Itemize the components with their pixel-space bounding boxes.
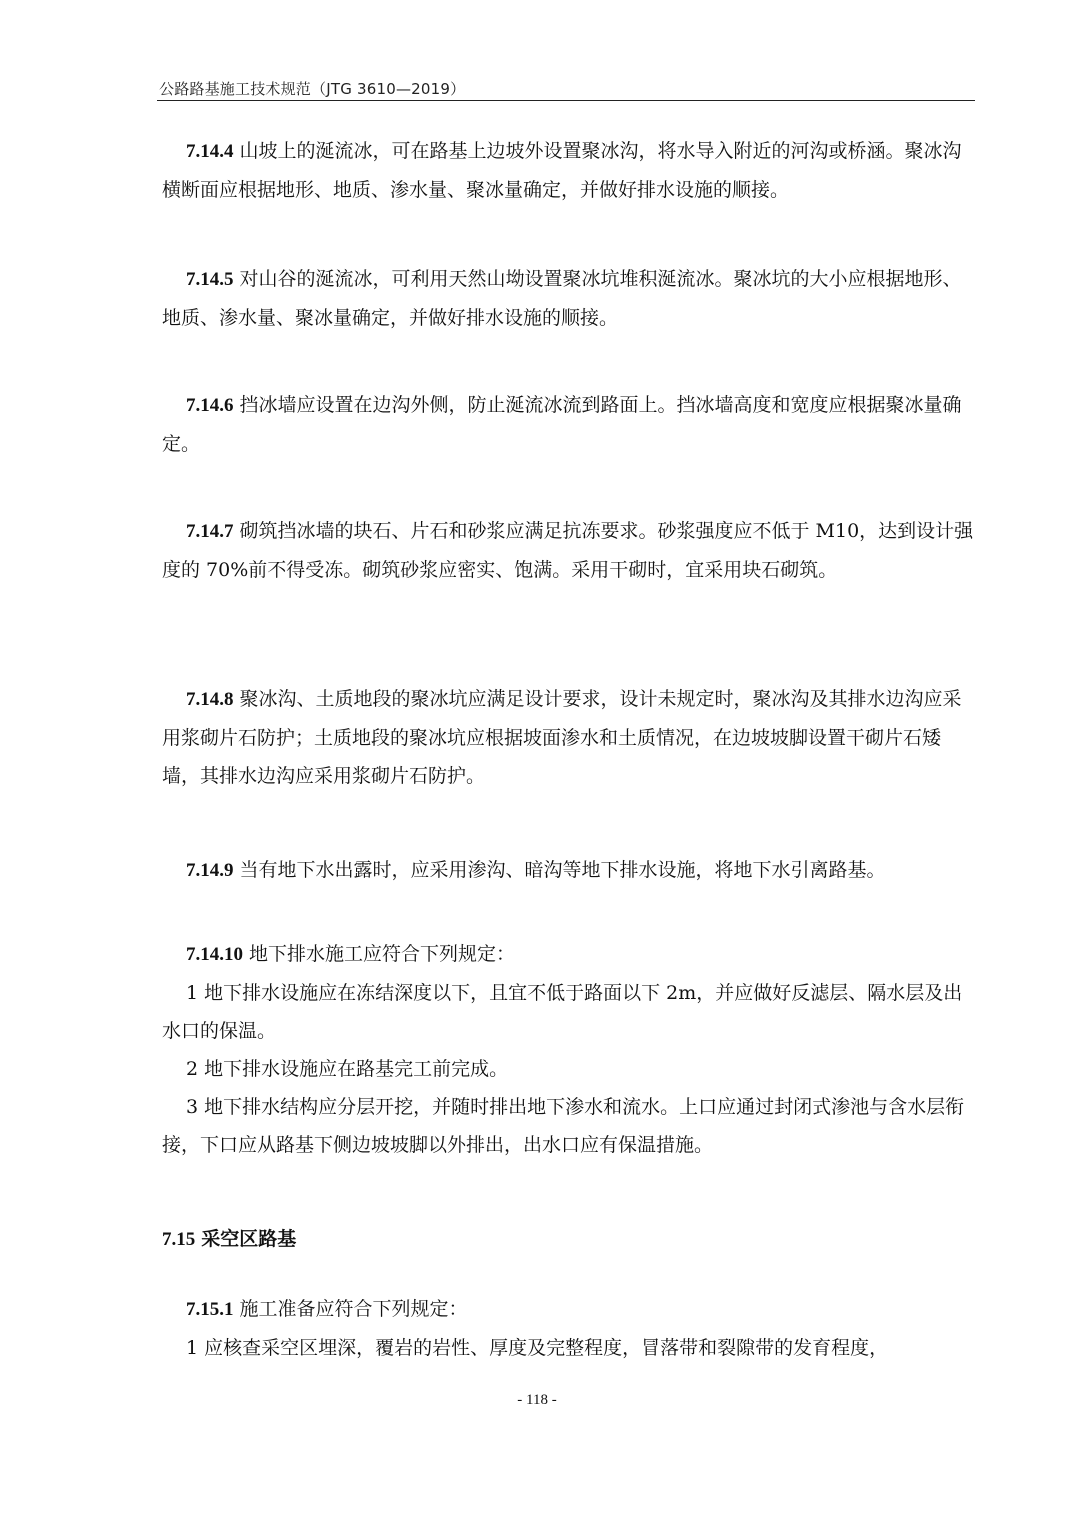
running-header: 公路路基施工技术规范（JTG 3610—2019） [159, 80, 466, 98]
clause-7-14-8 [162, 680, 974, 795]
clause-number: 7.14.5 [186, 269, 234, 290]
clause-text: 对山谷的涎流冰，可利用天然山坳设置聚冰坑堆积涎流冰。聚冰坑的大小应根据地形、地质、渗水量、聚冰量确定，并做好排水设施的顺接。 [162, 268, 962, 329]
section-title: 采空区路基 [201, 1228, 297, 1250]
clause-number: 7.14.8 [186, 689, 234, 710]
clause-7-14-10 [162, 935, 974, 1164]
clause-text: 地下排水施工应符合下列规定： [249, 943, 516, 965]
clause-text: 砌筑挡冰墙的块石、片石和砂浆应满足抗冻要求。砂浆强度应不低于 M10，达到设计强度的 70%前不得受冻。砌筑砂浆应密实、饱满。采用干砌时，宜采用块石砌筑。 [162, 520, 974, 581]
list-item: 2 地下排水设施应在路基完工前完成。 [186, 1058, 509, 1080]
section-heading [162, 1224, 296, 1251]
list-item: 1 地下排水设施应在冻结深度以下，且宜不低于路面以下 2m，并应做好反滤层、隔水层及出水口的保温。 [162, 982, 963, 1042]
clause-text: 挡冰墙应设置在边沟外侧，防止涎流冰流到路面上。挡冰墙高度和宽度应根据聚冰量确定。 [162, 394, 962, 455]
clause-number: 7.14.10 [186, 944, 243, 965]
clause-7-14-9 [162, 851, 974, 890]
clause-7-14-6 [162, 386, 974, 463]
header-rule [157, 100, 975, 101]
section-number: 7.15 [162, 1229, 196, 1250]
clause-text: 山坡上的涎流冰，可在路基上边坡外设置聚冰沟，将水导入附近的河沟或桥涵。聚冰沟横断面应根据地形、地质、渗水量、聚冰量确定，并做好排水设施的顺接。 [162, 140, 962, 201]
clause-7-14-4 [162, 132, 974, 209]
clause-text: 施工准备应符合下列规定： [239, 1298, 468, 1320]
page-number: - 118 - [517, 1392, 557, 1408]
clause-number: 7.14.9 [186, 860, 234, 881]
clause-7-15-1 [162, 1290, 974, 1367]
clause-text: 聚冰沟、土质地段的聚冰坑应满足设计要求，设计未规定时，聚冰沟及其排水边沟应采用浆砌片石防护；土质地段的聚冰坑应根据坡面渗水和土质情况，在边坡坡脚设置干砌片石矮墙，其排水边沟应采用浆砌片石防护。 [162, 688, 962, 787]
clause-number: 7.15.1 [186, 1299, 234, 1320]
clause-text: 当有地下水出露时，应采用渗沟、暗沟等地下排水设施，将地下水引离路基。 [239, 859, 886, 881]
list-item: 1 应核查采空区埋深，覆岩的岩性、厚度及完整程度，冒落带和裂隙带的发育程度， [186, 1337, 889, 1359]
clause-number: 7.14.4 [186, 141, 234, 162]
clause-number: 7.14.6 [186, 395, 234, 416]
clause-7-14-7 [162, 512, 974, 589]
clause-7-14-5 [162, 260, 974, 337]
list-item: 3 地下排水结构应分层开挖，并随时排出地下渗水和流水。上口应通过封闭式渗池与含水层衔接，下口应从路基下侧边坡坡脚以外排出，出水口应有保温措施。 [162, 1096, 965, 1156]
clause-number: 7.14.7 [186, 521, 234, 542]
